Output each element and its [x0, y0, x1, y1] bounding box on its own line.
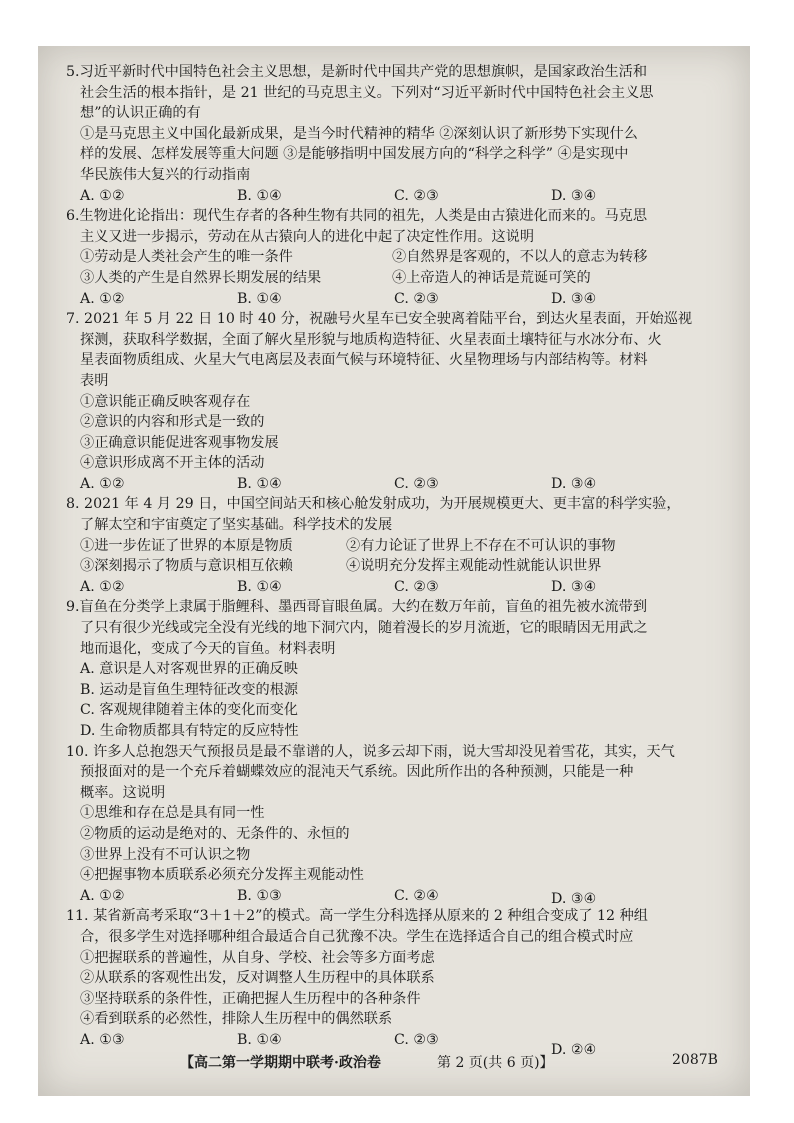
page-footer [38, 1052, 750, 1074]
choice-2: ②意识的内容和形式是一致的 [80, 414, 265, 431]
answer-option-a[interactable]: A. ①② [80, 578, 125, 595]
answer-option-c[interactable]: C. ②③ [394, 475, 439, 492]
page-number: 第 2 页(共 6 页)】 [437, 1055, 554, 1071]
choice-row [66, 268, 734, 289]
question-text-line: 5.习近平新时代中国特色社会主义思想，是新时代中国共产党的思想旗帜，是国家政治生活和 [66, 64, 648, 80]
answer-option-c[interactable]: C. 客观规律随着主体的变化而变化 [80, 702, 298, 719]
answer-option-c[interactable]: C. ②③ [394, 1031, 439, 1048]
choice-1: ①意识能正确反映客观存在 [80, 393, 251, 410]
answer-option-c[interactable]: C. ②③ [394, 187, 439, 204]
choice-3: ③坚持联系的条件性，正确把握人生历程中的各种条件 [80, 990, 421, 1007]
question-text-line: 星表面物质组成、火星大气电离层及表面气候与环境特征、火星物理场与内部结构等。材料 [80, 352, 648, 369]
question-text-line: 社会生活的根本指针，是 21 世纪的马克思主义。下列对“习近平新时代中国特色社会主义思 [80, 84, 654, 101]
question-text-line: 概率。这说明 [80, 784, 166, 801]
question-text-line: 表明 [80, 372, 109, 389]
choice-2: ②物质的运动是绝对的、无条件的、永恒的 [80, 825, 350, 842]
choice-2: ②有力论证了世界上不存在不可认识的事物 [346, 537, 616, 554]
question-text-line: 预报面对的是一个充斥着蝴蝶效应的混沌天气系统。因此所作出的各种预测，只能是一种 [80, 764, 634, 781]
exam-page [38, 46, 750, 1096]
answer-option-d[interactable]: D. ③④ [551, 890, 597, 907]
answer-option-c[interactable]: C. ②③ [394, 290, 439, 307]
answer-option-b[interactable]: B. ①④ [237, 290, 282, 307]
question-text-line: 探测，获取科学数据，全面了解火星形貌与地质构造特征、火星表面土壤特征与水冰分布、火 [80, 331, 662, 348]
answer-option-c[interactable]: C. ②④ [394, 887, 439, 904]
question-7 [66, 309, 734, 494]
choice-3: ③正确意识能促进客观事物发展 [80, 434, 279, 451]
question-text-line: 主义又进一步揭示，劳动在从古猿向人的进化中起了决定性作用。这说明 [80, 228, 535, 245]
answer-option-d[interactable]: D. ②④ [551, 1041, 597, 1058]
question-text-line: 9.盲鱼在分类学上隶属于脂鲤科、墨西哥盲眼鱼属。大约在数万年前，盲鱼的祖先被水流带到 [66, 599, 648, 616]
question-5 [66, 62, 734, 206]
question-list [66, 62, 734, 1058]
question-text-line: 了解太空和宇宙奠定了坚实基础。科学技术的发展 [80, 517, 393, 534]
question-text-line: 了只有很少光线或完全没有光线的地下洞穴内，随着漫长的岁月流逝，它的眼睛因无用武之 [80, 620, 648, 637]
answer-options [66, 577, 734, 598]
answer-option-c[interactable]: C. ②③ [394, 578, 439, 595]
answer-options [66, 186, 734, 207]
choice-1: ①思维和存在总是具有同一性 [80, 805, 265, 822]
question-9 [66, 597, 734, 741]
answer-option-a[interactable]: A. ①② [80, 887, 125, 904]
choice-4: ④说明充分发挥主观能动性就能认识世界 [346, 558, 602, 575]
question-11 [66, 906, 734, 1058]
question-text-line: 8. 2021 年 4 月 29 日，中国空间站天和核心舱发射成功，为开展规模更大、更丰富的科学实验， [66, 496, 681, 513]
choice-line: 样的发展、怎样发展等重大问题 ③是能够指明中国发展方向的“科学之科学” ④是实现中 [80, 146, 629, 163]
choice-1: ①劳动是人类社会产生的唯一条件 [80, 249, 293, 266]
question-text-line: 6.生物进化论指出：现代生存者的各种生物有共同的祖先，人类是由古猿进化而来的。马克思 [66, 208, 648, 225]
answer-option-d[interactable]: D. ③④ [551, 290, 597, 307]
choice-4: ④把握事物本质联系必须充分发挥主观能动性 [80, 867, 364, 884]
question-text-line: 地而退化，变成了今天的盲鱼。材料表明 [80, 640, 336, 657]
choice-row [66, 536, 734, 557]
answer-option-b[interactable]: B. ①④ [237, 187, 282, 204]
answer-option-d[interactable]: D. ③④ [551, 578, 597, 595]
answer-option-d[interactable]: D. 生命物质都具有特定的反应特性 [80, 723, 299, 739]
question-10 [66, 742, 734, 907]
answer-option-b[interactable]: B. ①③ [237, 887, 282, 904]
question-6 [66, 206, 734, 309]
choice-4: ④上帝造人的神话是荒诞可笑的 [392, 269, 591, 286]
answer-option-d[interactable]: D. ③④ [551, 475, 597, 492]
answer-options [66, 289, 734, 310]
choice-2: ②从联系的客观性出发，反对调整人生历程中的具体联系 [80, 970, 435, 987]
paper-code: 2087B [672, 1052, 718, 1068]
answer-options [66, 886, 734, 907]
choice-3: ③深刻揭示了物质与意识相互依赖 [80, 558, 293, 575]
choice-4: ④意识形成离不开主体的活动 [80, 455, 265, 472]
answer-option-d[interactable]: D. ③④ [551, 187, 597, 204]
question-text-line: 10. 许多人总抱怨天气预报员是最不靠谱的人，说多云却下雨，说大雪却没见着雪花，其实，天气 [66, 743, 675, 760]
choice-3: ③世界上没有不可认识之物 [80, 846, 251, 863]
answer-option-a[interactable]: A. ①② [80, 187, 125, 204]
choice-3: ③人类的产生是自然界长期发展的结果 [80, 269, 322, 286]
answer-option-a[interactable]: A. ①③ [80, 1031, 125, 1048]
exam-title: 【高二第一学期期中联考·政治卷 [180, 1055, 381, 1071]
answer-option-b[interactable]: B. 运动是盲鱼生理特征改变的根源 [80, 681, 299, 698]
question-text-line: 11. 某省新高考采取“3＋1＋2”的模式。高一学生分科选择从原来的 2 种组合变成了 12 种组 [66, 908, 648, 925]
choice-row [66, 556, 734, 577]
answer-option-a[interactable]: A. ①② [80, 290, 125, 307]
choice-line: ①是马克思主义中国化最新成果，是当今时代精神的精华 ②深刻认识了新形势下实现什么 [80, 125, 638, 142]
answer-option-b[interactable]: B. ①④ [237, 475, 282, 492]
question-text-line: 合，很多学生对选择哪种组合最适合自己犹豫不决。学生在选择适合自己的组合模式时应 [80, 928, 634, 945]
question-text-line: 想”的认识正确的有 [80, 105, 201, 122]
question-8 [66, 494, 734, 597]
answer-option-b[interactable]: B. ①④ [237, 578, 282, 595]
answer-options [66, 1030, 734, 1058]
answer-options [66, 474, 734, 495]
answer-option-b[interactable]: B. ①④ [237, 1031, 282, 1048]
choice-1: ①进一步佐证了世界的本原是物质 [80, 537, 293, 554]
choice-4: ④看到联系的必然性，排除人生历程中的偶然联系 [80, 1011, 393, 1028]
answer-option-a[interactable]: A. ①② [80, 475, 125, 492]
choice-2: ②自然界是客观的，不以人的意志为转移 [392, 249, 648, 266]
choice-line: 华民族伟大复兴的行动指南 [80, 166, 251, 183]
choice-1: ①把握联系的普遍性，从自身、学校、社会等多方面考虑 [80, 949, 435, 966]
answer-option-a[interactable]: A. 意识是人对客观世界的正确反映 [80, 661, 298, 678]
choice-row [66, 247, 734, 268]
question-text-line: 7. 2021 年 5 月 22 日 10 时 40 分，祝融号火星车已安全驶离着陆平台，到达火星表面，开始巡视 [66, 311, 693, 328]
